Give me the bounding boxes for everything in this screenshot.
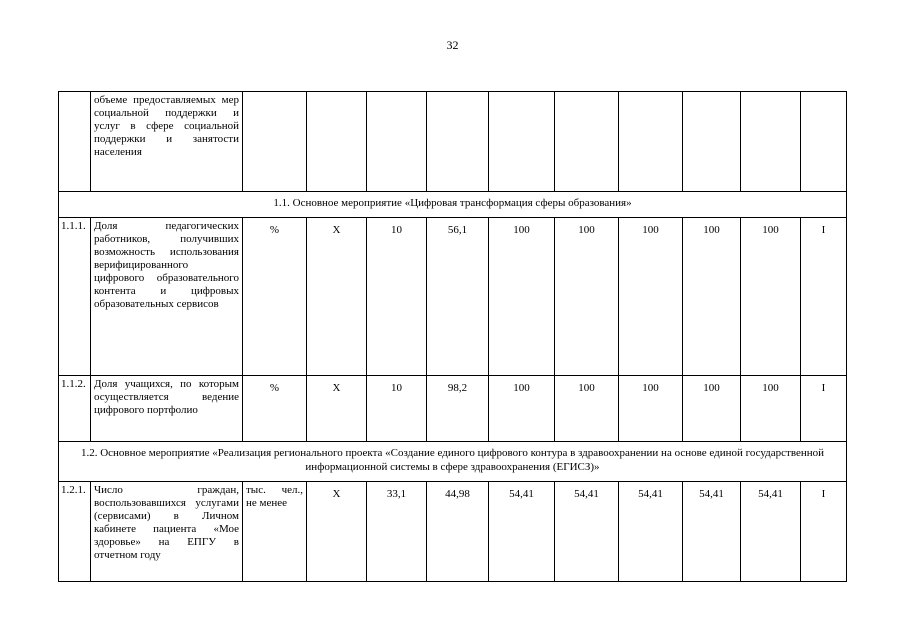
value-cell: 100 xyxy=(741,218,801,376)
value-cell: 44,98 xyxy=(427,482,489,582)
row-number: 1.2.1. xyxy=(59,482,91,582)
value-cell: 100 xyxy=(619,376,683,442)
row-number xyxy=(59,92,91,192)
indicator-description: объеме предоставляемых мер социальной поддержки и услуг в сфере социальной поддержки и занятости населения xyxy=(91,92,243,192)
value-cell: I xyxy=(801,376,847,442)
value-cell: 56,1 xyxy=(427,218,489,376)
page-number: 32 xyxy=(446,38,459,52)
value-cell: 100 xyxy=(555,376,619,442)
value-cell: 100 xyxy=(555,218,619,376)
value-cell: 100 xyxy=(619,218,683,376)
section-heading: 1.1. Основное мероприятие «Цифровая трансформация сферы образования» xyxy=(59,192,847,218)
value-cell: Х xyxy=(307,376,367,442)
value-cell: I xyxy=(801,482,847,582)
value-cell: 10 xyxy=(367,376,427,442)
row-number: 1.1.2. xyxy=(59,376,91,442)
value-cell xyxy=(741,92,801,192)
value-cell: 100 xyxy=(683,218,741,376)
value-cell: 100 xyxy=(489,218,555,376)
unit-cell: тыс. чел., не менее xyxy=(243,482,307,582)
value-cell: 54,41 xyxy=(489,482,555,582)
table-row xyxy=(59,482,847,582)
value-cell: 54,41 xyxy=(741,482,801,582)
unit-cell: % xyxy=(243,376,307,442)
value-cell: 100 xyxy=(489,376,555,442)
value-cell xyxy=(367,92,427,192)
unit-cell xyxy=(243,92,307,192)
value-cell xyxy=(801,92,847,192)
indicator-description: Число граждан, воспользовавшихся услугами (сервисами) в Личном кабинете пациента «Мое здоровье» на ЕПГУ в отчетном году xyxy=(91,482,243,582)
section-row xyxy=(59,192,847,218)
value-cell: 10 xyxy=(367,218,427,376)
indicator-description: Доля педагогических работников, получивших возможность использования верифицированного цифрового образовательного контента и цифровых образовательных сервисов xyxy=(91,218,243,376)
value-cell xyxy=(489,92,555,192)
value-cell: Х xyxy=(307,482,367,582)
indicator-description: Доля учащихся, по которым осуществляется ведение цифрового портфолио xyxy=(91,376,243,442)
value-cell xyxy=(555,92,619,192)
section-heading: 1.2. Основное мероприятие «Реализация регионального проекта «Создание единого цифрового контура в здравоохранении на основе единой государственной информационной системы в сфере здравоохранения (ЕГИСЗ)» xyxy=(59,442,847,482)
unit-cell: % xyxy=(243,218,307,376)
value-cell: 54,41 xyxy=(619,482,683,582)
value-cell: 98,2 xyxy=(427,376,489,442)
table-row xyxy=(59,376,847,442)
value-cell: 100 xyxy=(683,376,741,442)
value-cell: Х xyxy=(307,218,367,376)
table-row xyxy=(59,92,847,192)
row-number: 1.1.1. xyxy=(59,218,91,376)
value-cell: I xyxy=(801,218,847,376)
value-cell xyxy=(619,92,683,192)
value-cell: 54,41 xyxy=(555,482,619,582)
value-cell: 33,1 xyxy=(367,482,427,582)
indicators-table xyxy=(58,91,847,582)
section-row xyxy=(59,442,847,482)
value-cell: 54,41 xyxy=(683,482,741,582)
value-cell xyxy=(683,92,741,192)
value-cell xyxy=(427,92,489,192)
table-row xyxy=(59,218,847,376)
value-cell: 100 xyxy=(741,376,801,442)
value-cell xyxy=(307,92,367,192)
